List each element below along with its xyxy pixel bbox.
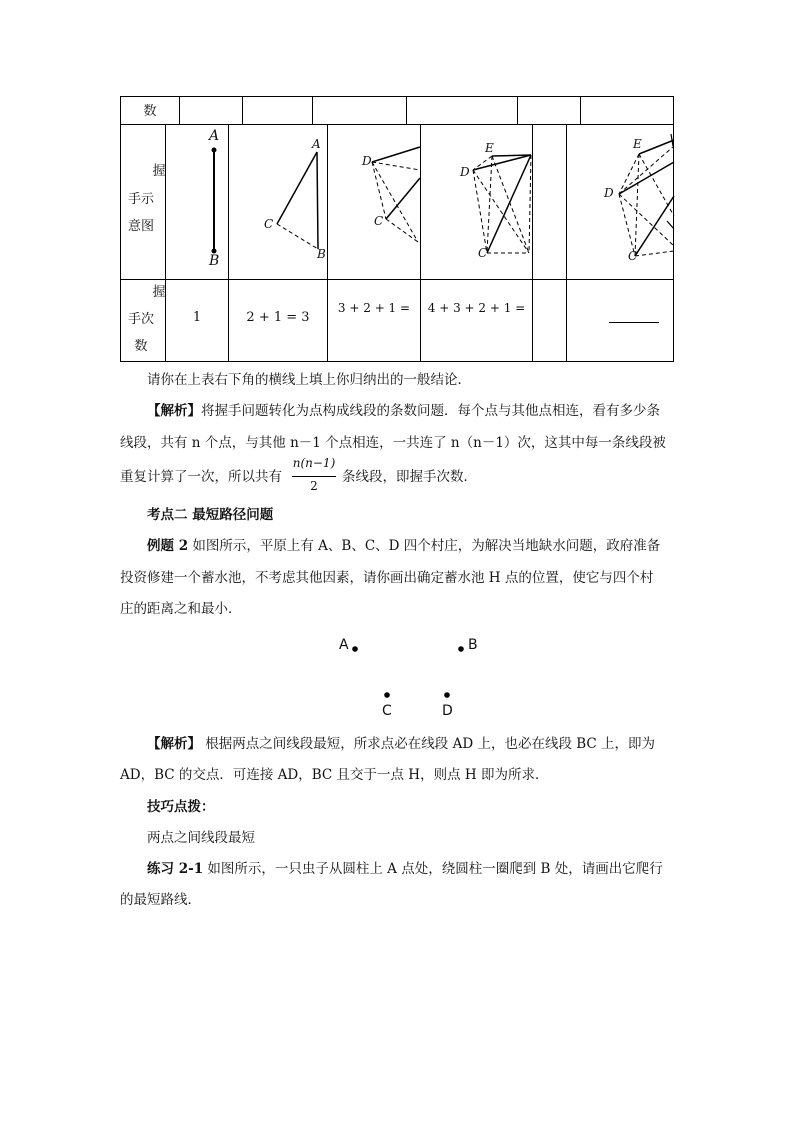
- d5-label-d: D: [604, 186, 614, 200]
- example2-line1: [147, 536, 660, 556]
- village-d-dot: [444, 692, 450, 698]
- handshake-table: [0, 0, 793, 370]
- example2-line3: 庄的距离之和最小．: [120, 601, 242, 617]
- instruction-line: 请你在上表右下角的横线上填上你归纳出的一般结论．: [147, 372, 471, 388]
- analysis2-tag: 【解析】: [147, 736, 201, 752]
- village-a-label: A: [339, 637, 349, 653]
- village-a-dot: [352, 646, 358, 652]
- d4-label-c: C: [478, 246, 488, 260]
- village-c-label: C: [382, 703, 392, 719]
- d3-label-c: C: [374, 214, 384, 228]
- analysis2-text1: 根据两点之间线段最短，所求点必在线段 AD 上，也必在线段 BC 上，即为: [201, 736, 656, 752]
- row2-label-1: 握: [152, 164, 166, 179]
- d5-label-c: C: [628, 249, 638, 263]
- row2-label-3: 意图: [127, 219, 154, 234]
- village-d-label: D: [442, 703, 453, 719]
- example2-text1: 如图所示，平原上有 A、B、C、D 四个村庄，为解决当地缺水问题，政府准备: [188, 538, 661, 554]
- diagram-five-points: [421, 126, 533, 276]
- analysis2-line2: AD，BC 的交点．可连接 AD，BC 且交于一点 H，则点 H 即为所求．: [120, 767, 549, 783]
- analysis1-tag: 【解析】: [147, 403, 201, 419]
- count-three: 2 + 1 = 3: [246, 310, 310, 325]
- row3-label-2: 手次: [127, 312, 154, 327]
- answer-blank[interactable]: [609, 322, 659, 323]
- d4-label-e: E: [485, 141, 494, 155]
- tips-body: 两点之间线段最短: [147, 830, 255, 846]
- village-b-label: B: [468, 637, 478, 653]
- analysis1-line2: 线段，共有 n 个点，与其他 n－1 个点相连，一共连了 n（n－1）次，这其中每一条线段被: [120, 435, 666, 451]
- exercise-line2: 的最短路线．: [120, 892, 201, 908]
- analysis1-line3a: 重复计算了一次，所以共有: [120, 469, 282, 485]
- row1-label: 数: [143, 104, 157, 119]
- count-four: 3 + 2 + 1 =: [337, 301, 411, 315]
- village-dots: [330, 630, 490, 725]
- example2-tag: 例题 2: [147, 538, 189, 554]
- d2-label-c: C: [264, 217, 274, 231]
- village-c-dot: [384, 692, 390, 698]
- fraction: [290, 456, 338, 498]
- row2-label-2: 手示: [127, 192, 154, 207]
- tips-title: 技巧点拨：: [147, 799, 215, 815]
- d1-label-b: B: [209, 253, 220, 269]
- row3-label-3: 数: [134, 339, 148, 354]
- count-two: 1: [192, 310, 202, 325]
- example2-line2: 投资修建一个蓄水池，不考虑其他因素，请你画出确定蓄水池 H 点的位置，使它与四个村: [120, 570, 654, 586]
- exercise-text1: 如图所示，一只虫子从圆柱上 A 点处，绕圆柱一圈爬到 B 处，请画出它爬行: [203, 861, 663, 877]
- d3-label-d: D: [362, 154, 372, 168]
- fraction-bar: [292, 476, 336, 477]
- d2-label-b: B: [317, 247, 326, 261]
- d1-label-a: A: [209, 128, 220, 144]
- analysis1-line1: [147, 401, 660, 421]
- row3-label-1: 握: [152, 285, 166, 300]
- diagram-six-points: [567, 126, 674, 276]
- count-five: 4 + 3 + 2 + 1 =: [427, 301, 526, 315]
- d5-label-e: E: [633, 137, 642, 151]
- d2-label-a: A: [312, 137, 321, 151]
- villages-figure: [330, 630, 490, 725]
- analysis2-line1: [147, 734, 655, 754]
- analysis1-text1: 将握手问题转化为点构成线段的条数问题．每个点与其他点相连，看有多少条: [201, 403, 660, 419]
- exercise-tag: 练习 2-1: [147, 861, 204, 877]
- fraction-numerator: n(n−1): [292, 456, 336, 470]
- village-b-dot: [458, 646, 464, 652]
- diagram-four-points: [328, 126, 420, 276]
- exercise-line1: [147, 859, 663, 879]
- analysis1-line3b: 条线段，即握手次数．: [342, 469, 477, 485]
- section2-title: 考点二 最短路径问题: [147, 507, 274, 523]
- fraction-denominator: 2: [310, 479, 318, 493]
- d4-label-d: D: [460, 165, 470, 179]
